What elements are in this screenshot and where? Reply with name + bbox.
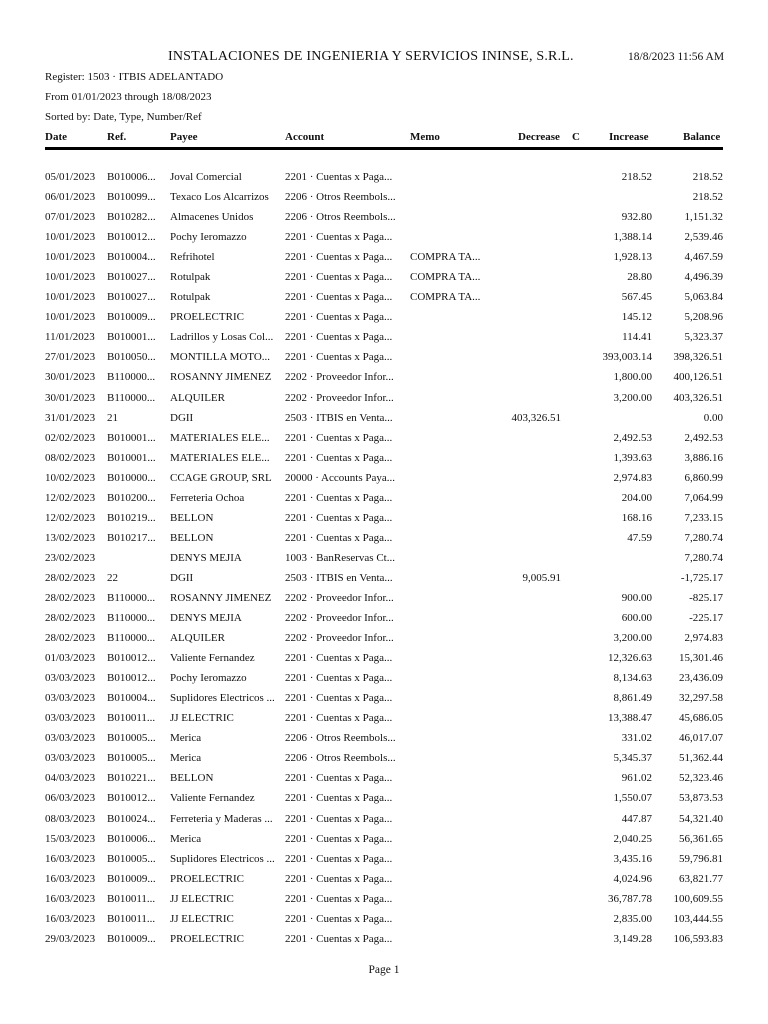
cell-balance: -825.17: [689, 591, 723, 604]
cell-date: 30/01/2023: [45, 391, 96, 404]
cell-date: 28/02/2023: [45, 612, 96, 625]
cell-balance: 2,539.46: [684, 231, 723, 244]
table-row: [0, 409, 768, 429]
table-row: [0, 769, 768, 789]
table-row: [0, 649, 768, 669]
cell-account: 2201 · Cuentas x Paga...: [285, 511, 393, 524]
cell-payee: Almacenes Unidos: [170, 211, 254, 224]
cell-date: 06/01/2023: [45, 191, 96, 204]
cell-payee: PROELECTRIC: [170, 872, 244, 885]
cell-increase: 145.12: [621, 311, 652, 324]
cell-date: 03/03/2023: [45, 692, 96, 705]
cell-account: 2206 · Otros Reembols...: [285, 732, 396, 745]
cell-ref: B010282...: [107, 211, 156, 224]
cell-date: 23/02/2023: [45, 551, 96, 564]
cell-increase: 47.59: [627, 531, 652, 544]
table-row: [0, 469, 768, 489]
cell-account: 2201 · Cuentas x Paga...: [285, 531, 393, 544]
cell-balance: 103,444.55: [673, 912, 723, 925]
cell-ref: B010004...: [107, 251, 156, 264]
cell-increase: 1,393.63: [613, 451, 652, 464]
cell-account: 20000 · Accounts Paya...: [285, 471, 395, 484]
table-row: [0, 729, 768, 749]
table-row: [0, 910, 768, 930]
cell-payee: Joval Comercial: [170, 171, 242, 183]
cell-ref: B010012...: [107, 792, 156, 805]
column-header-increase: Increase: [609, 131, 649, 143]
cell-balance: -1,725.17: [680, 571, 723, 584]
cell-increase: 3,149.28: [613, 932, 652, 945]
cell-date: 03/03/2023: [45, 712, 96, 725]
column-header-cleared: C: [572, 131, 580, 143]
cell-increase: 447.87: [621, 812, 652, 825]
cell-ref: B010005...: [107, 852, 156, 865]
cell-payee: Ferreteria y Maderas ...: [170, 812, 273, 825]
cell-payee: ALQUILER: [170, 632, 225, 645]
column-header-balance: Balance: [683, 131, 721, 143]
cell-increase: 12,326.63: [608, 652, 652, 665]
cell-balance: 398,326.51: [673, 351, 723, 364]
column-header-decrease: Decrease: [518, 131, 560, 143]
cell-ref: B010024...: [107, 812, 156, 825]
cell-account: 2201 · Cuentas x Paga...: [285, 652, 393, 665]
cell-account: 2201 · Cuentas x Paga...: [285, 251, 393, 264]
cell-ref: B010027...: [107, 291, 156, 304]
cell-increase: 393,003.14: [602, 351, 652, 364]
cell-payee: ROSANNY JIMENEZ: [170, 591, 272, 604]
cell-payee: DGII: [170, 411, 194, 424]
cell-account: 2201 · Cuentas x Paga...: [285, 171, 393, 183]
cell-balance: 56,361.65: [679, 832, 723, 845]
page-number: Page 1: [368, 964, 400, 976]
cell-payee: Ladrillos y Losas Col...: [170, 331, 274, 344]
cell-date: 30/01/2023: [45, 371, 96, 384]
cell-date: 10/01/2023: [45, 251, 96, 264]
cell-increase: 900.00: [621, 591, 652, 604]
cell-account: 2201 · Cuentas x Paga...: [285, 872, 393, 885]
cell-balance: 63,821.77: [679, 872, 723, 885]
cell-payee: MATERIALES ELE...: [170, 451, 270, 464]
cell-increase: 3,200.00: [613, 391, 652, 404]
cell-account: 2206 · Otros Reembols...: [285, 752, 396, 765]
cell-increase: 1,800.00: [613, 371, 652, 384]
cell-date: 10/02/2023: [45, 471, 96, 484]
cell-payee: MATERIALES ELE...: [170, 431, 270, 444]
cell-ref: B110000...: [107, 591, 156, 604]
cell-account: 2201 · Cuentas x Paga...: [285, 912, 393, 925]
cell-increase: 36,787.78: [608, 892, 652, 905]
cell-date: 04/03/2023: [45, 772, 96, 785]
cell-payee: Rotulpak: [170, 291, 211, 304]
cell-payee: BELLON: [170, 772, 214, 785]
cell-balance: 2,492.53: [684, 431, 723, 444]
cell-balance: 2,974.83: [684, 632, 723, 645]
cell-ref: B010011...: [107, 712, 156, 725]
cell-payee: BELLON: [170, 531, 214, 544]
cell-decrease: 403,326.51: [511, 411, 561, 424]
cell-payee: DGII: [170, 571, 194, 584]
cell-payee: PROELECTRIC: [170, 932, 244, 945]
table-row: [0, 429, 768, 449]
cell-increase: 13,388.47: [608, 712, 652, 725]
cell-balance: -225.17: [689, 612, 723, 625]
cell-balance: 100,609.55: [673, 892, 723, 905]
table-row: [0, 890, 768, 910]
table-row: [0, 489, 768, 509]
cell-balance: 54,321.40: [679, 812, 723, 825]
cell-account: 2201 · Cuentas x Paga...: [285, 431, 393, 444]
table-row: [0, 830, 768, 850]
cell-account: 2201 · Cuentas x Paga...: [285, 852, 393, 865]
cell-payee: JJ ELECTRIC: [170, 892, 234, 905]
cell-balance: 400,126.51: [673, 371, 723, 384]
cell-account: 2201 · Cuentas x Paga...: [285, 932, 393, 945]
cell-ref: B010009...: [107, 311, 156, 324]
cell-ref: B010009...: [107, 872, 156, 885]
table-row: [0, 368, 768, 388]
cell-balance: 45,686.05: [679, 712, 723, 725]
column-header-ref: Ref.: [107, 131, 127, 143]
cell-ref: B010000...: [107, 471, 156, 484]
cell-date: 08/02/2023: [45, 451, 96, 464]
cell-increase: 28.80: [627, 271, 652, 284]
cell-balance: 46,017.07: [679, 732, 723, 745]
table-row: [0, 328, 768, 348]
cell-date: 13/02/2023: [45, 531, 96, 544]
cell-account: 2201 · Cuentas x Paga...: [285, 692, 393, 705]
table-row: [0, 449, 768, 469]
cell-account: 2201 · Cuentas x Paga...: [285, 672, 393, 685]
table-row: [0, 789, 768, 809]
cell-account: 2201 · Cuentas x Paga...: [285, 491, 393, 504]
cell-date: 03/03/2023: [45, 672, 96, 685]
cell-account: 2201 · Cuentas x Paga...: [285, 351, 393, 364]
cell-ref: B010006...: [107, 832, 156, 845]
cell-increase: 567.45: [621, 291, 652, 304]
table-row: [0, 348, 768, 368]
column-header-payee: Payee: [170, 131, 198, 143]
table-row: [0, 689, 768, 709]
cell-account: 2201 · Cuentas x Paga...: [285, 712, 393, 725]
cell-balance: 5,323.37: [684, 331, 723, 344]
cell-payee: CCAGE GROUP, SRL: [170, 471, 272, 484]
cell-balance: 53,873.53: [679, 792, 723, 805]
table-row: [0, 569, 768, 589]
cell-account: 2206 · Otros Reembols...: [285, 211, 396, 224]
cell-account: 2503 · ITBIS en Venta...: [285, 571, 393, 584]
cell-balance: 52,323.46: [679, 772, 723, 785]
cell-ref: B010005...: [107, 732, 156, 745]
cell-date: 08/03/2023: [45, 812, 96, 825]
cell-account: 2201 · Cuentas x Paga...: [285, 832, 393, 845]
table-row: [0, 509, 768, 529]
cell-balance: 23,436.09: [679, 672, 723, 685]
table-row: [0, 389, 768, 409]
cell-balance: 51,362.44: [679, 752, 723, 765]
column-header-memo: Memo: [410, 131, 440, 143]
cell-increase: 168.16: [621, 511, 652, 524]
cell-ref: B010004...: [107, 692, 156, 705]
cell-balance: 7,280.74: [684, 551, 723, 564]
cell-account: 2202 · Proveedor Infor...: [285, 591, 394, 604]
cell-account: 2201 · Cuentas x Paga...: [285, 331, 393, 344]
cell-payee: ALQUILER: [170, 391, 225, 404]
cell-increase: 1,388.14: [613, 231, 652, 244]
table-row: [0, 188, 768, 208]
cell-ref: B010001...: [107, 331, 156, 344]
cell-ref: B110000...: [107, 391, 156, 404]
cell-payee: Merica: [170, 752, 202, 765]
cell-date: 27/01/2023: [45, 351, 96, 364]
cell-date: 10/01/2023: [45, 231, 96, 244]
cell-payee: Merica: [170, 832, 202, 845]
cell-increase: 8,861.49: [613, 692, 652, 705]
cell-balance: 5,063.84: [684, 291, 723, 304]
report-datetime: 18/8/2023 11:56 AM: [628, 51, 725, 63]
cell-account: 2202 · Proveedor Infor...: [285, 612, 394, 625]
company-name: INSTALACIONES DE INGENIERIA Y SERVICIOS ININSE, S.R.L.: [168, 49, 574, 64]
cell-account: 2202 · Proveedor Infor...: [285, 391, 394, 404]
cell-ref: B010217...: [107, 531, 156, 544]
table-row: [0, 850, 768, 870]
cell-account: 2201 · Cuentas x Paga...: [285, 792, 393, 805]
table-row: [0, 288, 768, 308]
cell-date: 12/02/2023: [45, 511, 96, 524]
cell-ref: B010027...: [107, 271, 156, 284]
cell-balance: 218.52: [692, 191, 723, 204]
cell-increase: 5,345.37: [613, 752, 652, 765]
cell-account: 2202 · Proveedor Infor...: [285, 632, 394, 645]
cell-date: 02/02/2023: [45, 431, 96, 444]
cell-increase: 1,928.13: [613, 251, 652, 264]
cell-balance: 5,208.96: [684, 311, 723, 324]
cell-date: 10/01/2023: [45, 291, 96, 304]
cell-date: 11/01/2023: [45, 331, 95, 344]
cell-balance: 59,796.81: [679, 852, 723, 865]
cell-payee: BELLON: [170, 511, 214, 524]
table-row: [0, 629, 768, 649]
cell-payee: MONTILLA MOTO...: [170, 351, 271, 364]
column-header-account: Account: [285, 131, 325, 143]
cell-date: 28/02/2023: [45, 571, 96, 584]
cell-balance: 106,593.83: [673, 932, 723, 945]
cell-date: 03/03/2023: [45, 732, 96, 745]
cell-payee: Ferreteria Ochoa: [170, 491, 245, 504]
cell-increase: 2,974.83: [613, 471, 652, 484]
cell-date: 16/03/2023: [45, 892, 96, 905]
cell-balance: 4,467.59: [684, 251, 723, 264]
table-row: [0, 669, 768, 689]
cell-increase: 331.02: [621, 732, 652, 745]
cell-date: 06/03/2023: [45, 792, 96, 805]
cell-payee: Texaco Los Alcarrizos: [170, 191, 269, 204]
cell-ref: B010006...: [107, 171, 156, 183]
cell-payee: PROELECTRIC: [170, 311, 244, 324]
cell-payee: Refrihotel: [170, 251, 215, 264]
cell-account: 2201 · Cuentas x Paga...: [285, 311, 393, 324]
cell-balance: 6,860.99: [684, 471, 723, 484]
cell-ref: B010200...: [107, 491, 156, 504]
cell-increase: 932.80: [621, 211, 652, 224]
cell-ref: B010221...: [107, 772, 156, 785]
table-row: [0, 870, 768, 890]
cell-account: 2503 · ITBIS en Venta...: [285, 411, 393, 424]
cell-payee: Suplidores Electricos ...: [170, 852, 275, 865]
cell-ref: B010099...: [107, 191, 156, 204]
cell-payee: JJ ELECTRIC: [170, 712, 234, 725]
cell-payee: Rotulpak: [170, 271, 211, 284]
cell-ref: B110000...: [107, 371, 156, 384]
cell-ref: B010219...: [107, 511, 156, 524]
cell-date: 16/03/2023: [45, 912, 96, 925]
cell-date: 16/03/2023: [45, 872, 96, 885]
table-row: [0, 208, 768, 228]
table-row: [0, 709, 768, 729]
cell-memo: COMPRA TA...: [410, 271, 481, 284]
table-row: [0, 529, 768, 549]
cell-account: 2201 · Cuentas x Paga...: [285, 812, 393, 825]
table-row: [0, 930, 768, 950]
cell-payee: Pochy Ieromazzo: [170, 231, 247, 244]
cell-date: 28/02/2023: [45, 591, 96, 604]
cell-date: 10/01/2023: [45, 271, 96, 284]
table-row: [0, 810, 768, 830]
cell-ref: B010011...: [107, 892, 156, 905]
cell-balance: 7,233.15: [684, 511, 723, 524]
cell-payee: Pochy Ieromazzo: [170, 672, 247, 685]
table-row: [0, 609, 768, 629]
cell-date: 28/02/2023: [45, 632, 96, 645]
cell-increase: 2,835.00: [613, 912, 652, 925]
table-row: [0, 549, 768, 569]
cell-increase: 204.00: [621, 491, 652, 504]
cell-memo: COMPRA TA...: [410, 251, 481, 264]
register-label: Register: 1503 · ITBIS ADELANTADO: [45, 71, 224, 83]
sort-label: Sorted by: Date, Type, Number/Ref: [45, 111, 202, 123]
period-label: From 01/01/2023 through 18/08/2023: [45, 91, 212, 103]
cell-balance: 0.00: [703, 411, 723, 424]
cell-date: 16/03/2023: [45, 852, 96, 865]
cell-balance: 32,297.58: [679, 692, 723, 705]
cell-increase: 1,550.07: [613, 792, 652, 805]
cell-increase: 2,492.53: [613, 431, 652, 444]
cell-decrease: 9,005.91: [522, 571, 561, 584]
table-row: [0, 308, 768, 328]
cell-ref: 22: [107, 571, 118, 584]
cell-date: 05/01/2023: [45, 171, 96, 183]
cell-date: 31/01/2023: [45, 411, 96, 424]
cell-payee: Valiente Fernandez: [170, 792, 255, 805]
cell-payee: Merica: [170, 732, 202, 745]
cell-account: 2201 · Cuentas x Paga...: [285, 892, 393, 905]
table-row: [0, 228, 768, 248]
cell-ref: B010001...: [107, 451, 156, 464]
cell-ref: B010050...: [107, 351, 156, 364]
cell-date: 01/03/2023: [45, 652, 96, 665]
cell-increase: 114.41: [622, 331, 652, 344]
table-row: [0, 248, 768, 268]
cell-payee: JJ ELECTRIC: [170, 912, 234, 925]
cell-increase: 3,200.00: [613, 632, 652, 645]
cell-increase: 600.00: [621, 612, 652, 625]
cell-ref: B010001...: [107, 431, 156, 444]
table-row: [0, 268, 768, 288]
cell-account: 2201 · Cuentas x Paga...: [285, 271, 393, 284]
cell-date: 12/02/2023: [45, 491, 96, 504]
table-row: [0, 749, 768, 769]
cell-ref: B010012...: [107, 231, 156, 244]
cell-balance: 7,280.74: [684, 531, 723, 544]
cell-balance: 7,064.99: [684, 491, 723, 504]
cell-balance: 403,326.51: [673, 391, 723, 404]
cell-date: 10/01/2023: [45, 311, 96, 324]
cell-account: 2201 · Cuentas x Paga...: [285, 451, 393, 464]
cell-payee: Suplidores Electricos ...: [170, 692, 275, 705]
cell-balance: 1,151.32: [684, 211, 723, 224]
cell-ref: B010012...: [107, 672, 156, 685]
cell-payee: DENYS MEJIA: [170, 551, 242, 564]
cell-account: 2201 · Cuentas x Paga...: [285, 772, 393, 785]
header-rule: [45, 147, 723, 150]
cell-ref: B010005...: [107, 752, 156, 765]
cell-ref: B010012...: [107, 652, 156, 665]
cell-increase: 218.52: [621, 171, 652, 183]
cell-date: 03/03/2023: [45, 752, 96, 765]
cell-date: 29/03/2023: [45, 932, 96, 945]
cell-ref: B010009...: [107, 932, 156, 945]
cell-increase: 4,024.96: [613, 872, 652, 885]
cell-balance: 3,886.16: [684, 451, 723, 464]
cell-account: 2201 · Cuentas x Paga...: [285, 291, 393, 304]
cell-increase: 2,040.25: [613, 832, 652, 845]
cell-ref: B110000...: [107, 612, 156, 625]
cell-ref: B010011...: [107, 912, 156, 925]
cell-payee: ROSANNY JIMENEZ: [170, 371, 272, 384]
cell-ref: B110000...: [107, 632, 156, 645]
table-row: [0, 168, 768, 188]
cell-ref: 21: [107, 411, 118, 424]
cell-balance: 15,301.46: [679, 652, 723, 665]
cell-date: 15/03/2023: [45, 832, 96, 845]
cell-memo: COMPRA TA...: [410, 291, 481, 304]
cell-balance: 218.52: [692, 171, 723, 183]
table-row: [0, 589, 768, 609]
cell-increase: 3,435.16: [613, 852, 652, 865]
cell-account: 2206 · Otros Reembols...: [285, 191, 396, 204]
cell-balance: 4,496.39: [684, 271, 723, 284]
cell-payee: Valiente Fernandez: [170, 652, 255, 665]
cell-date: 07/01/2023: [45, 211, 96, 224]
cell-increase: 8,134.63: [613, 672, 652, 685]
register-table: [0, 168, 768, 950]
column-header-date: Date: [45, 131, 67, 143]
cell-increase: 961.02: [621, 772, 652, 785]
cell-account: 1003 · BanReservas Ct...: [285, 551, 395, 564]
cell-account: 2202 · Proveedor Infor...: [285, 371, 394, 384]
cell-account: 2201 · Cuentas x Paga...: [285, 231, 393, 244]
cell-payee: DENYS MEJIA: [170, 612, 242, 625]
